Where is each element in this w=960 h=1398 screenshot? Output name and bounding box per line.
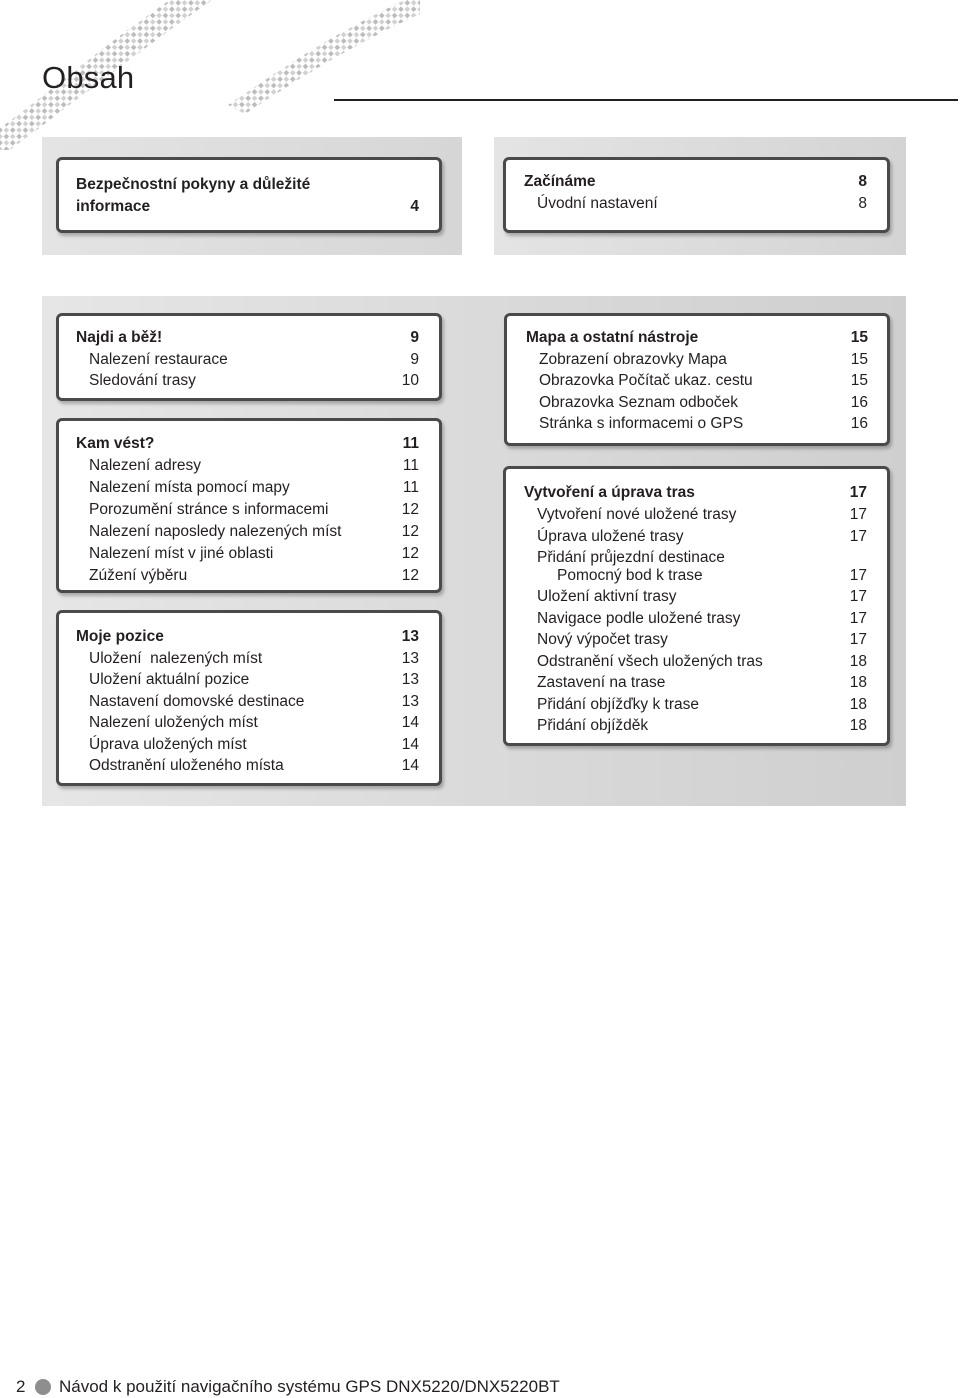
toc-item[interactable] bbox=[537, 588, 867, 608]
toc-page-number: 17 bbox=[849, 610, 867, 627]
toc-section-getting-started bbox=[503, 157, 890, 233]
toc-page-number: 17 bbox=[849, 567, 867, 584]
toc-heading-label: Začínáme bbox=[524, 173, 596, 190]
toc-item-label: Úprava uložené trasy bbox=[537, 528, 684, 545]
toc-section-safety bbox=[56, 157, 442, 233]
toc-item[interactable] bbox=[89, 714, 419, 734]
toc-item[interactable] bbox=[89, 523, 419, 543]
toc-item-label: Nalezení adresy bbox=[89, 457, 202, 474]
toc-page-number: 12 bbox=[401, 545, 419, 562]
toc-page-number: 16 bbox=[850, 394, 868, 411]
toc-heading[interactable] bbox=[524, 173, 867, 193]
toc-page-number: 18 bbox=[849, 653, 867, 670]
footer-title: Návod k použití navigačního systému GPS DNX5220/DNX5220BT bbox=[59, 1377, 560, 1396]
toc-item-label: Zastavení na trase bbox=[537, 674, 666, 691]
toc-item-label: Vytvoření nové uložené trasy bbox=[537, 506, 737, 523]
toc-page-number: 17 bbox=[849, 588, 867, 605]
toc-page-number: 11 bbox=[402, 435, 419, 452]
toc-item[interactable] bbox=[537, 195, 867, 215]
toc-item-label: Obrazovka Seznam odboček bbox=[539, 394, 739, 411]
toc-item[interactable] bbox=[537, 696, 867, 716]
toc-page-number: 9 bbox=[410, 329, 419, 346]
toc-heading[interactable] bbox=[76, 176, 419, 196]
toc-item[interactable] bbox=[89, 757, 419, 777]
toc-page-number: 18 bbox=[849, 674, 867, 691]
toc-item-label: Stránka s informacemi o GPS bbox=[539, 415, 744, 432]
toc-heading-label: Vytvoření a úprava tras bbox=[524, 484, 695, 501]
toc-heading-label: Kam vést? bbox=[76, 435, 155, 452]
toc-item-label: Uložení nalezených míst bbox=[89, 650, 263, 667]
toc-page-number: 18 bbox=[849, 717, 867, 734]
toc-page-number: 13 bbox=[401, 650, 419, 667]
toc-item[interactable] bbox=[539, 372, 868, 392]
toc-item[interactable] bbox=[89, 372, 419, 392]
toc-item[interactable] bbox=[537, 549, 867, 569]
toc-item-label: Nalezení restaurace bbox=[89, 351, 228, 368]
toc-section-find-and-go bbox=[56, 313, 442, 401]
toc-item[interactable] bbox=[89, 671, 419, 691]
toc-section-map-tools bbox=[504, 313, 890, 446]
toc-page-number: 13 bbox=[401, 671, 419, 688]
toc-item[interactable] bbox=[537, 506, 867, 526]
toc-item[interactable] bbox=[89, 693, 419, 713]
toc-page-number: 12 bbox=[401, 567, 419, 584]
toc-page-number: 4 bbox=[410, 198, 419, 215]
toc-section-my-location bbox=[56, 610, 442, 786]
toc-item-label: Přidání průjezdní destinace bbox=[537, 549, 725, 566]
toc-page-number: 17 bbox=[849, 631, 867, 648]
toc-item[interactable] bbox=[539, 394, 868, 414]
toc-item-label: Nalezení místa pomocí mapy bbox=[89, 479, 290, 496]
footer-page-number: 2 bbox=[16, 1377, 26, 1396]
toc-item-label: Nalezení naposledy nalezených míst bbox=[89, 523, 342, 540]
toc-section-routes bbox=[503, 466, 890, 746]
toc-page-number: 13 bbox=[401, 693, 419, 710]
toc-page-number: 15 bbox=[850, 351, 868, 368]
toc-page-number: 12 bbox=[401, 501, 419, 518]
toc-page-number: 17 bbox=[849, 506, 867, 523]
toc-heading[interactable] bbox=[76, 435, 419, 455]
toc-item[interactable] bbox=[537, 528, 867, 548]
toc-item[interactable] bbox=[537, 653, 867, 673]
toc-page-number: 12 bbox=[401, 523, 419, 540]
page-title: Obsah bbox=[42, 60, 135, 95]
toc-page-number: 17 bbox=[849, 484, 867, 501]
toc-item-label: Zúžení výběru bbox=[89, 567, 188, 584]
toc-item[interactable] bbox=[537, 610, 867, 630]
toc-page-number: 15 bbox=[850, 372, 868, 389]
toc-page-number: 11 bbox=[402, 457, 419, 474]
toc-section-where-to bbox=[56, 418, 442, 593]
toc-page-number: 14 bbox=[401, 757, 419, 774]
toc-heading-label: Bezpečnostní pokyny a důležité bbox=[76, 176, 311, 193]
toc-item[interactable] bbox=[89, 567, 419, 587]
title-rule bbox=[334, 99, 958, 101]
toc-item[interactable] bbox=[557, 567, 867, 587]
toc-page-number: 16 bbox=[850, 415, 868, 432]
toc-item-label: Nový výpočet trasy bbox=[537, 631, 668, 648]
toc-item-label: Zobrazení obrazovky Mapa bbox=[539, 351, 727, 368]
toc-item-label: Obrazovka Počítač ukaz. cestu bbox=[539, 372, 753, 389]
toc-page-number: 18 bbox=[849, 696, 867, 713]
toc-heading[interactable] bbox=[76, 198, 419, 218]
toc-heading[interactable] bbox=[524, 484, 867, 504]
toc-item[interactable] bbox=[89, 501, 419, 521]
toc-item-label: Přidání objížděk bbox=[537, 717, 649, 734]
toc-item-label: Pomocný bod k trase bbox=[557, 567, 703, 584]
toc-item[interactable] bbox=[89, 650, 419, 670]
toc-item-label: Porozumění stránce s informacemi bbox=[89, 501, 329, 518]
toc-item-label: Odstranění všech uložených tras bbox=[537, 653, 763, 670]
toc-page-number: 14 bbox=[401, 714, 419, 731]
toc-item[interactable] bbox=[539, 415, 868, 435]
toc-page-number: 14 bbox=[401, 736, 419, 753]
toc-heading-label: Najdi a běž! bbox=[76, 329, 163, 346]
toc-item-label: Nalezení míst v jiné oblasti bbox=[89, 545, 274, 562]
toc-heading-label: Moje pozice bbox=[76, 628, 164, 645]
bullet-dot-icon bbox=[35, 1379, 51, 1395]
toc-item[interactable] bbox=[89, 736, 419, 756]
toc-item-label: Uložení aktivní trasy bbox=[537, 588, 677, 605]
toc-item-label: Přidání objížďky k trase bbox=[537, 696, 700, 713]
toc-page-number: 9 bbox=[410, 351, 419, 368]
toc-heading-label: informace bbox=[76, 198, 151, 215]
toc-item-label: Nastavení domovské destinace bbox=[89, 693, 305, 710]
toc-page-number: 11 bbox=[402, 479, 419, 496]
toc-item-label: Navigace podle uložené trasy bbox=[537, 610, 741, 627]
toc-item[interactable] bbox=[537, 674, 867, 694]
toc-item[interactable] bbox=[539, 351, 868, 371]
toc-item-label: Sledování trasy bbox=[89, 372, 196, 389]
toc-page-number: 8 bbox=[858, 173, 867, 190]
toc-heading[interactable] bbox=[76, 628, 419, 648]
toc-item[interactable] bbox=[89, 351, 419, 371]
toc-item-label: Odstranění uloženého místa bbox=[89, 757, 284, 774]
toc-item-label: Úprava uložených míst bbox=[89, 736, 247, 753]
toc-heading[interactable] bbox=[526, 329, 868, 349]
toc-page-number: 17 bbox=[849, 528, 867, 545]
toc-heading[interactable] bbox=[76, 329, 419, 349]
toc-item[interactable] bbox=[89, 457, 419, 477]
toc-page-number: 15 bbox=[850, 329, 868, 346]
toc-item[interactable] bbox=[89, 545, 419, 565]
toc-item[interactable] bbox=[537, 631, 867, 651]
toc-page-number: 13 bbox=[401, 628, 419, 645]
toc-item-label: Nalezení uložených míst bbox=[89, 714, 258, 731]
toc-item-label: Úvodní nastavení bbox=[537, 195, 658, 212]
toc-page-number: 10 bbox=[401, 372, 419, 389]
toc-heading-label: Mapa a ostatní nástroje bbox=[526, 329, 699, 346]
toc-item[interactable] bbox=[89, 479, 419, 499]
toc-page-number: 8 bbox=[858, 195, 867, 212]
toc-item-label: Uložení aktuální pozice bbox=[89, 671, 250, 688]
toc-item[interactable] bbox=[537, 717, 867, 737]
